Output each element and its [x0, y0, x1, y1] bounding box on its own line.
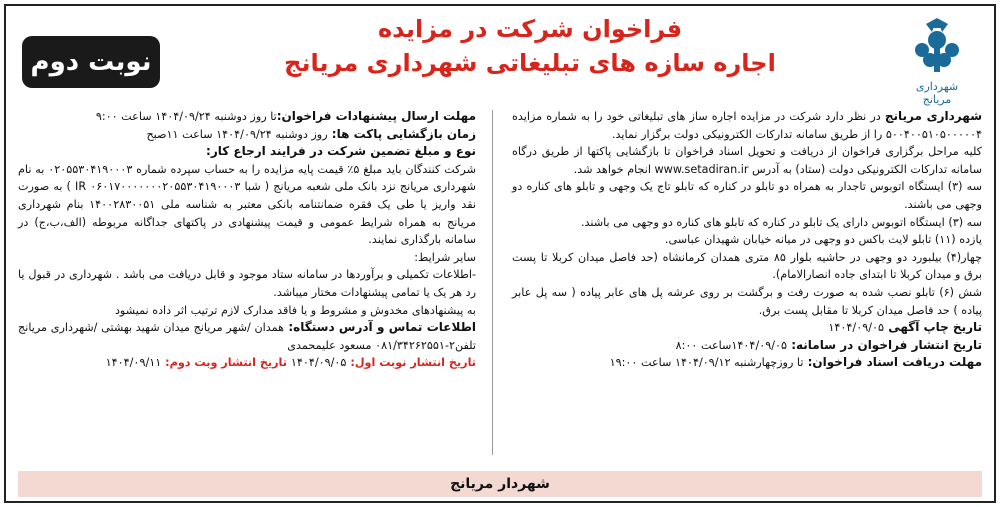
print-date-label: تاریخ چاپ آگهی	[884, 320, 982, 335]
publish-date	[512, 337, 982, 355]
intro-paragraph	[512, 108, 982, 143]
logo-text-2: مریانج	[922, 93, 952, 106]
docs-deadline-value: تا روزچهارشنبه ۱۴۰۴/۰۹/۱۲ ساعت ۱۹:۰۰	[609, 356, 804, 370]
footer-signature-bar	[18, 471, 982, 497]
invalid-bids-note: به پیشنهادهای مخدوش و مشروط و یا فاقد مدارک لازم ترتیب اثر داده نمیشود	[114, 303, 476, 317]
other-conditions-text: -اطلاعات تکمیلی و برآوردها در سامانه ستاد موجود و قابل دریافت می باشد . شهرداری در قبول یا رد هر یک یا تمامی پیشنهادات مختار میباشد.	[18, 268, 476, 299]
print-date	[512, 319, 982, 337]
title-line-1: فراخوان شرکت در مزایده	[377, 15, 683, 43]
item-lightbox: یازده (۱۱) تابلو لایت باکس دو وجهی در میانه خیابان شهیدان عباسی.	[664, 233, 982, 247]
submission-deadline	[18, 108, 476, 126]
guarantee-heading: نوع و مبلغ تضمین شرکت در فرایند ارجاع کار:	[206, 144, 476, 159]
logo-emblem-icon	[902, 14, 972, 76]
other-conditions-heading: سایر شرایط:	[414, 250, 476, 264]
contact-info	[18, 319, 476, 354]
item-bus-stations: سه (۳) ایستگاه اتوبوس دارای یک تابلو در کناره که تابلو های کناره دو وجهی می باشند.	[580, 215, 982, 229]
second-round-label: تاریخ انتشار وبت دوم:	[161, 356, 291, 370]
item-billboards: چهار(۴) بیلبورد دو وجهی در حاشیه بلوار ۸۵ متری همدان کرمانشاه (حد فاصل میدان کربلا تا پست برق و میدان کربلا تا ابتدای جاده انصارالامام).	[512, 250, 982, 282]
docs-deadline-label: مهلت دریافت اسناد فراخوان:	[803, 355, 982, 370]
logo-text-1: شهرداری	[915, 80, 959, 93]
submission-deadline-value: تا روز دوشنبه ۱۴۰۴/۰۹/۲۴ ساعت ۹:۰۰	[95, 110, 277, 123]
docs-deadline	[512, 354, 982, 372]
municipality-logo	[896, 14, 978, 106]
opening-time	[18, 126, 476, 144]
first-round-date: ۱۴۰۴/۰۹/۰۵	[290, 356, 347, 370]
guarantee-text: شرکت کنندگان باید مبلغ ۵٪ قیمت پایه مزایده را به حساب سپرده شماره ۰۲۰۵۵۳۰۴۱۹۰۰۰۳ به نام شهرداری مریانج نزد بانک ملی شعبه مریانج ( شبا IR ۰۶۰۱۷۰۰۰۰۰۰۰۲۰۵۵۳۰۴۱۹۰۰۰۳ ) به صورت نقد واریز یا طی یک فقره ضمانتنامه بانکی معتبر به شناسه ملی ۱۴۰۰۲۸۳۰۰۵۱ بنام شهرداری مریانج به همراه شرایط عمومی و قیمت پیشنهادی در پاکتهای جداگانه مربوطه (الف،ب،ج) در سامانه بارگذاری نمایند.	[18, 162, 477, 247]
title-line-2: اجاره سازه های تبلیغاتی شهرداری مریانج	[284, 49, 776, 77]
publish-date-label: تاریخ انتشار فراخوان در سامانه:	[787, 337, 982, 352]
contact-label: اطلاعات تماس و آدرس دستگاه:	[284, 320, 477, 335]
intro-text: در نظر دارد شرکت در مزایده اجاره ساز های تبلیغاتی خود را به شماره مزایده ۵۰۰۴۰۰۵۱۰۵۰۰۰۰۰۴ را از طریق سامانه تدارکات الکترونیکی دولت برگزار نماید.	[512, 110, 982, 141]
intro-bold: شهرداری مریانج	[884, 109, 982, 123]
opening-time-value: روز دوشنبه ۱۴۰۴/۰۹/۲۴ ساعت ۱۱صبح	[146, 127, 328, 141]
left-column	[18, 108, 476, 372]
second-round-date: ۱۴۰۴/۰۹/۱۱	[105, 356, 162, 370]
contact-value: همدان /شهر مریانج میدان شهید بهشتی /شهرداری مریانج تلفن۲-۰۸۱/۳۴۲۶۲۵۵۱ مسعود علیمحمدی	[18, 321, 476, 352]
item-bridge-boards: شش (۶) تابلو نصب شده به صورت رفت و برگشت بر روی عرشه پل های عابر پیاده ( سه پل عابر پیاده ) حد فاصل میدان کربلا تا مقابل پست برق.	[512, 285, 982, 317]
column-divider	[492, 110, 493, 455]
process-paragraph: کلیه مراحل برگزاری فراخوان از دریافت و تحویل اسناد فراخوان تا بازگشایی پاکتها از طریق درگاه سامانه تدارکات الکترونیکی دولت (ستاد) به آدرس www.setadiran.ir انجام خواهد شد.	[512, 145, 982, 176]
round-badge: نوبت دوم	[22, 36, 160, 88]
opening-time-label: زمان بازگشایی پاکت ها:	[327, 126, 476, 141]
footer-signature: شهردار مریانج	[450, 476, 550, 492]
publish-date-value: ۱۴۰۴/۰۹/۰۵ساعت ۸:۰۰	[675, 338, 788, 352]
submission-deadline-label: مهلت ارسال پیشنهادات فراخوان:	[276, 109, 476, 123]
print-date-value: ۱۴۰۴/۰۹/۰۵	[828, 321, 885, 335]
right-column	[512, 108, 982, 372]
item-bus-stations-crowned: سه (۳) ایستگاه اتوبوس تاجدار به همراه دو تابلو در کناره که تابلو تاج یک وجهی و تابلو های کناره دو وجهی می باشند.	[512, 180, 982, 211]
first-round-label: تاریخ انتشار نوبت اول:	[346, 356, 476, 370]
title-block	[180, 12, 880, 80]
publication-dates	[18, 354, 476, 372]
